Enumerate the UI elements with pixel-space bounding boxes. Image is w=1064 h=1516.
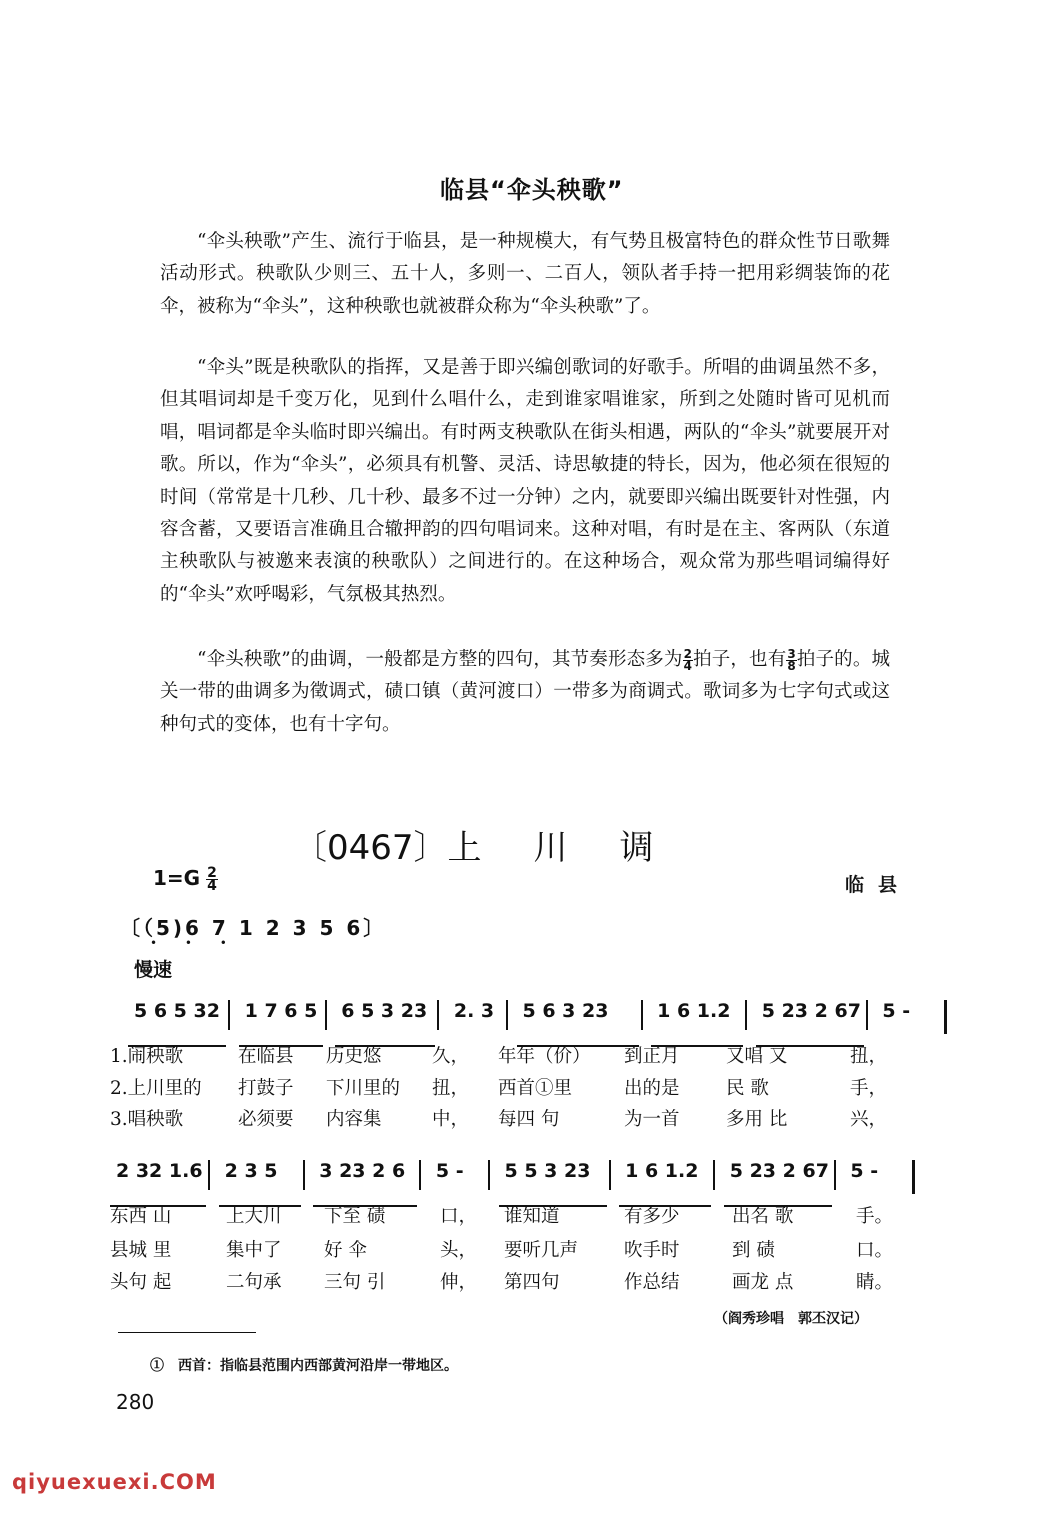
song-meter: $\frac{2}{4}$ [207,865,217,894]
measure: 2. 3 [453,1000,495,1022]
time-signature-3-8: $\frac{3}{8}$ [787,646,796,673]
measure: 2 3 5 [219,1160,301,1207]
intro-notation: 〔（5)6 7 1 2 3 5 6〕 [120,916,387,940]
song-name: 上川调 [447,828,706,868]
tempo-marking: 慢速 [134,959,173,981]
measure: 5 6 5 32 [128,1000,226,1047]
paragraph-3 [160,644,890,741]
footnote: ① 西首：指临县范围内西部黄河沿岸一带地区。 [150,1358,458,1374]
measure: 1 6 1.2 [619,1160,711,1207]
time-signature-2-4: $\frac{2}{4}$ [683,646,692,673]
page-number: 280 [116,1390,155,1414]
song-number: 〔0467〕 [293,828,448,868]
lyric-line-1-3: 3.唱秧歌 必须要 内容集 中， 每四 句 为一首 多用 比 兴， [110,1109,888,1130]
article-title: 临县“伞头秧歌” [440,176,624,204]
lyric-line-2-1: 东西 山 上大川 下至 碛 口， 谁知道 有多少 出名 歌 手。 [110,1206,894,1227]
measure: 5 23 2 67 [756,1000,864,1047]
measure: 1 6 1.2 [651,1000,743,1047]
measure: 1 7 6 5 [239,1000,323,1047]
paragraph-2: “伞头”既是秧歌队的指挥，又是善于即兴编创歌词的好歌手。所唱的曲调虽然不多，但其唱词却是千变万化，见到什么唱什么，走到谁家唱谁家，所到之处随时皆可见机而唱，唱词都是伞头临时即兴编出。有时两支秧歌队在街头相遇，两队的“伞头”就要展开对歌。所以，作为“伞头”，必须具有机警、灵活、诗思敏捷的特长，因为，他必须在很短的时间（常常是十几秒、几十秒、最多不过一分钟）之内，就要即兴编出既要针对性强，内容含蓄，又要语言准确且合辙押韵的四句唱词来。这种对唱，有时是在主、客两队（东道主秧歌队与被邀来表演的秧歌队）之间进行的。在这种场合，观众常为那些唱词编得好的“伞头”欢呼喝彩，气氛极其热烈。 [160,357,890,605]
measure: 5 6 3 23 [517,1000,639,1047]
paragraph-3-part2: 拍子，也有 [692,649,787,670]
song-credit: （阎秀珍唱 郭丕汉记） [714,1311,868,1327]
measure: 5 5 3 23 [499,1160,607,1207]
measure: 6 5 3 23 [335,1000,435,1047]
intro-octave-dots: • • • [150,936,239,950]
measure: 5 23 2 67 [724,1160,832,1207]
lyric-line-2-3: 头句 起 二句承 三句 引 伸， 第四句 作总结 画龙 点 睛。 [110,1272,894,1293]
watermark: qiyuexuexi.COM [12,1470,217,1494]
lyric-line-2-2: 县城 里 集中了 好 伞 头， 要听几声 吹手时 到 碛 口。 [110,1240,894,1261]
song-place: 临县 [845,874,912,896]
key-signature: 1=G $\frac{2}{4}$ [153,865,217,894]
measure: 5 - [850,1160,879,1182]
paragraph-3-part1: “伞头秧歌”的曲调，一般都是方整的四句，其节奏形态多为 [197,649,683,670]
measure: 2 32 1.6 [110,1160,206,1207]
notation-line-2 [110,1160,915,1204]
measure: 5 - [435,1160,464,1182]
paragraph-1: “伞头秧歌”产生、流行于临县，是一种规模大，有气势且极富特色的群众性节日歌舞活动形式。秧歌队少则三、五十人，多则一、二百人，领队者手持一把用彩绸装饰的花伞，被称为“伞头”，这种秧歌也就被群众称为“伞头秧歌”了。 [160,231,890,317]
measure: 3 23 2 6 [313,1160,417,1207]
notation-line-1 [128,1000,947,1044]
song-title [293,820,706,869]
paragraph-3-part3: 拍子的。城关一带的曲调多为徵调式，碛口镇（黄河渡口）一带多为商调式。歌词多为七字句式或这种句式的变体，也有十字句。 [160,649,890,735]
measure: 5 - [882,1000,911,1022]
footnote-divider [118,1332,256,1333]
lyric-line-1-2: 2.上川里的 打鼓子 下川里的 扭， 西首①里 出的是 民 歌 手， [110,1078,888,1099]
lyric-line-1-1: 1.闹秧歌 在临县 历史悠 久， 年年（价） 到正月 又唱 又 扭， [110,1046,888,1067]
